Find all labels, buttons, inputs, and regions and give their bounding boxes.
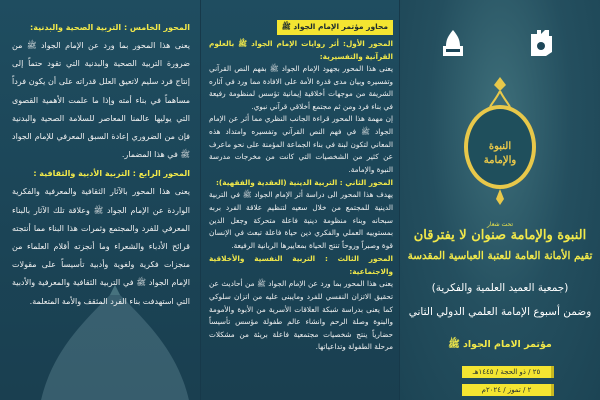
section-text: يعنى هذا المحور بجهود الإمام الجواد ﷺ بفهم النص القرآني وتفسيره وبيان مدى قدرة الأمة على الافادة مما ورد في آثاره الشريفة من موجهات أخلاقية إيمانية تؤسس لمنظومة رفيعة في بناء فرد ومن ثم مجتمع أخلاقي قرآني نبوي. (209, 64, 393, 111)
section-heading: المحور الخامس : التربية الصحية والبدنية: (30, 23, 190, 32)
section-heading: المحور الرابع : التربية الأدبية والثقافية : (33, 169, 190, 179)
slogan: النبوة والإمامة صنوان لا يفترقان (413, 228, 587, 243)
section-text: يهدف هذا المحور الى دراسة أثر الإمام الجواد ﷺ في التربية الدينية للمجتمع من خلال سعيه لتنظيم علاقة الفرد بربه سبحانه وبناء منظومة دينية فاعلة متحركة وجعل الدين بمستوييه العملي والفكري دين حياة فاعلة تبعث في الإنسان قوة وصبراً وروحاً تنتج الحياة بمعاييرها الربانية الرفيعة. (209, 190, 393, 250)
abbas-shrine-logo (528, 28, 554, 58)
event-week: وضمن أسبوع الإمامة العلمي الدولي الثاني (408, 306, 592, 318)
section-heading: المحور الأول: أثر روايات الإمام الجواد ﷺ بالعلوم القرآنية والتفسيرية: (209, 39, 393, 61)
organizer: تقيم الأمانة العامة للعتبة العباسية المقدسة (407, 250, 593, 262)
panel-middle (200, 0, 400, 400)
amid-association-logo (440, 28, 466, 58)
panel-cover (400, 0, 600, 400)
axes-title-box: محاور مؤتمر الإمام الجواد ﷺ (277, 20, 393, 35)
section-text: إن مهمة هذا المحور قراءة الجانب النظري مما أثر عن الإمام الجواد ﷺ في فهم النص القرآني وتفسيره وامتداد هذه المعاني لتكون لبنة في بناء الجماعة المؤمنة على نحو ماعرف عن كثير من الشخصيات التي كانت من مخرجات مدرسة النبوة والإمامة. (209, 114, 393, 174)
section-heading: المحور الثاني : التربية الدينية (العقدية والفقهية): (216, 178, 393, 188)
section-heading: المحور الثالث : التربية النفسية والأخلاقية والاجتماعية: (209, 254, 393, 277)
association-name: (جمعية العميد العلمية والفكرية) (431, 282, 569, 294)
conference-title: مؤتمر الامام الجواد ﷺ (448, 339, 552, 350)
section-text: يعنى هذا المحور بما ورد عن الإمام الجواد ﷺ من ضرورة التربية الصحية والبدنية التي تقود حتماً إلى إنتاج فرد سليم لاتعيق العلل قدراته على أن يكون فرداً مساهماً في بناء أمته وإذا ما علمت الأهمية القصوى التي يوليها عالمنا المعاصر للسلامة الصحية والبدنية فإن من الضروري إعادة السبق المعرفي للإمام الجواد ﷺ في هذا المضمار. (12, 41, 190, 160)
emblem-calligraphy: النبوة والإمامة (483, 141, 517, 166)
slogan-label: تحت شعار (487, 221, 513, 228)
section-text: يعنى هذا المحور بما ورد عن الإمام الجواد ﷺ من أحاديث عن تحقيق الاتزان النفسي للفرد ومايبنى عليه من اتزان سلوكي كما يعنى بدراسة شبكة العلاقات الأسرية من الأبوة والأمومة والبنوة وصلة الرحم وانشاء عالم طفولة مؤسس تأسيساً حضارياً ينتج شخصيات مجتمعية فاعلة بريئة من مشكلات مرحلة الطفولة وتداعياتها. (209, 279, 393, 352)
date-gregorian: ٢ / تموز / ٢٠٢٤م (462, 384, 554, 396)
date-hijri: ٢٥ / ذو الحجة / ١٤٤٥هـ (462, 366, 554, 378)
panel-left (0, 0, 200, 400)
section-text: يعنى هذا المحور بالآثار الثقافية والمعرفية والفكرية الواردة عن الإمام الجواد ﷺ وعلاقة تلك الآثار بالبناء المعرفي للفرد والمجتمع وثمرات هذا البناء مما أنتجته قرائح الأدباء والشعراء وما أنجزته أقلام العلماء من منجزات فكرية ولغوية وأدبية تأسيساً على مقولات الإمام الجواد ﷺ في التربية الثقافية والمعرفية والأدبية التي استهدفت بناء الفرد المثقف والأمة المتعلمة. (12, 187, 190, 306)
